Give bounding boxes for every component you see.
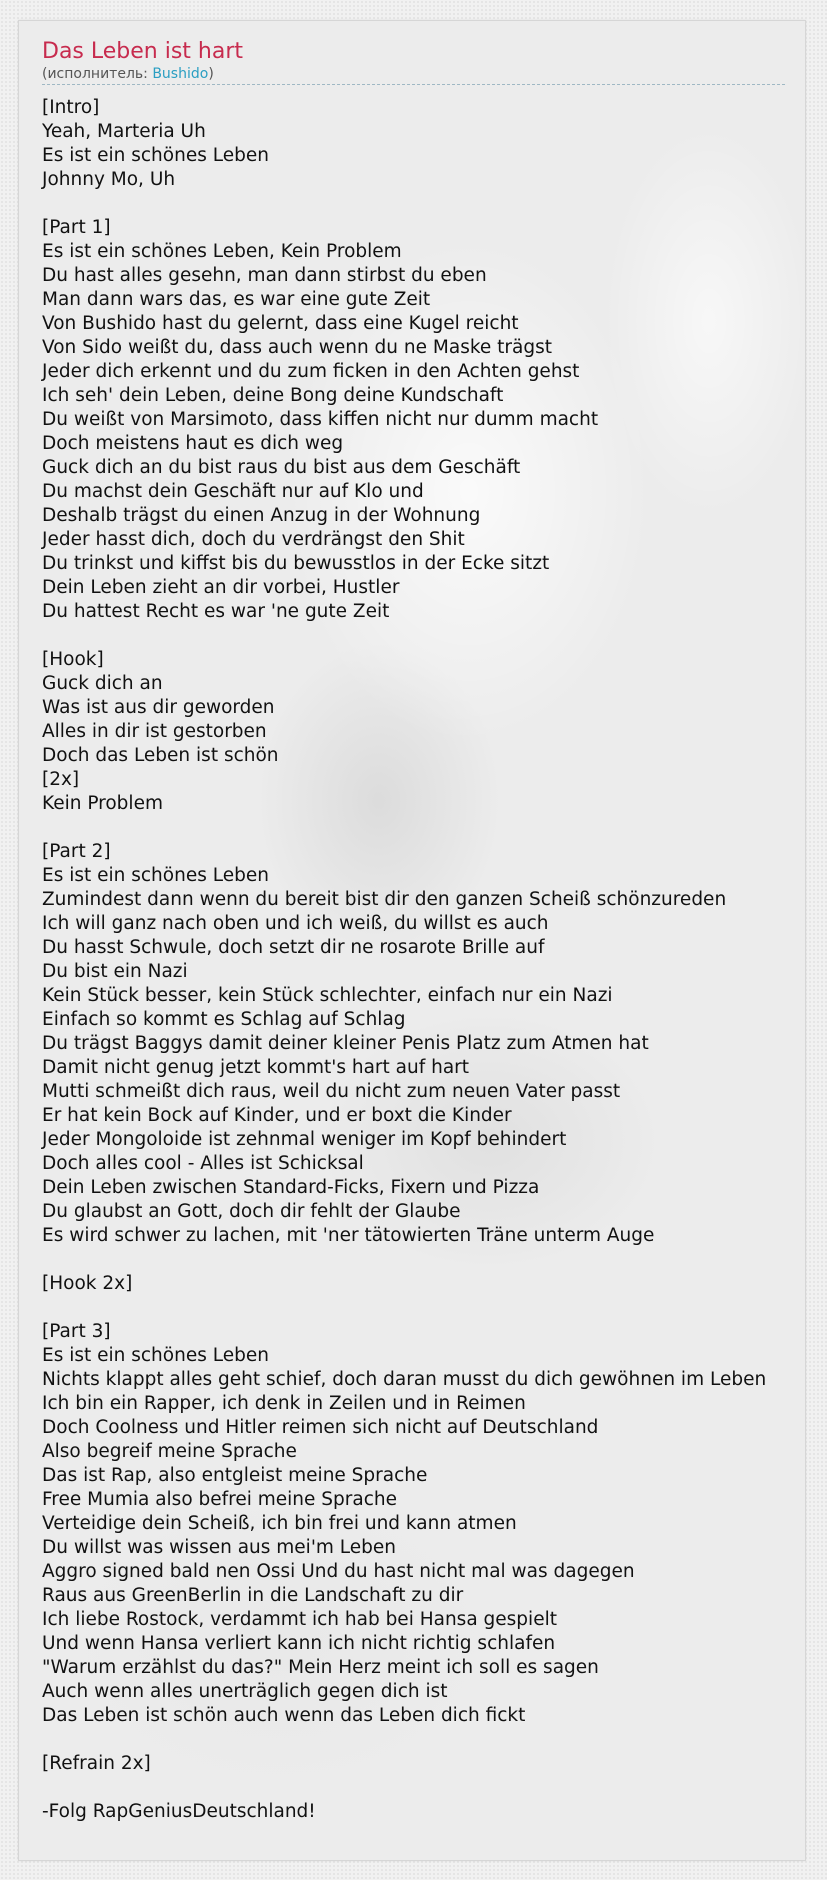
lyrics-line: [Part 1] (42, 217, 111, 238)
lyrics-line: Deshalb trägst du einen Anzug in der Wohnung (42, 505, 481, 526)
lyrics-line: Nichts klappt alles geht schief, doch daran musst du dich gewöhnen im Leben (42, 1369, 767, 1390)
lyrics-line: Doch Coolness und Hitler reimen sich nicht auf Deutschland (42, 1417, 599, 1438)
performer-suffix: ) (208, 66, 214, 82)
lyrics-line: Dein Leben zieht an dir vorbei, Hustler (42, 577, 400, 598)
artist-link[interactable]: Bushido (152, 66, 209, 82)
lyrics-line: Doch alles cool - Alles ist Schicksal (42, 1153, 364, 1174)
lyrics-line: Du trinkst und kiffst bis du bewusstlos in der Ecke sitzt (42, 553, 550, 574)
lyrics-line: Du weißt von Marsimoto, dass kiffen nicht nur dumm macht (42, 409, 599, 430)
lyrics-line: Von Sido weißt du, dass auch wenn du ne Maske trägst (42, 337, 552, 358)
lyrics-line: Ich bin ein Rapper, ich denk in Zeilen und in Reimen (42, 1393, 526, 1414)
lyrics-line: Doch meistens haut es dich weg (42, 433, 344, 454)
lyrics-blank-line (42, 1296, 807, 1320)
lyrics-line: Kein Problem (42, 793, 163, 814)
lyrics-line: [Hook] (42, 649, 104, 670)
lyrics-line: Von Bushido hast du gelernt, dass eine Kugel reicht (42, 313, 519, 334)
lyrics-line: Zumindest dann wenn du bereit bist dir den ganzen Scheiß schönzureden (42, 889, 727, 910)
lyrics-line: Du hasst Schwule, doch setzt dir ne rosarote Brille auf (42, 937, 545, 958)
lyrics-line: Dein Leben zwischen Standard-Ficks, Fixern und Pizza (42, 1177, 540, 1198)
lyrics-line: [Part 3] (42, 1321, 111, 1342)
lyrics-line: Einfach so kommt es Schlag auf Schlag (42, 1009, 406, 1030)
lyrics-line: Das Leben ist schön auch wenn das Leben dich fickt (42, 1705, 526, 1726)
lyrics-line: Was ist aus dir geworden (42, 697, 275, 718)
title-divider (42, 84, 785, 85)
lyrics-line: Du trägst Baggys damit deiner kleiner Penis Platz zum Atmen hat (42, 1033, 649, 1054)
lyrics-line: Es ist ein schönes Leben (42, 865, 269, 886)
lyrics-line: Also begreif meine Sprache (42, 1441, 297, 1462)
lyrics-line: Doch das Leben ist schön (42, 745, 279, 766)
performer-prefix: (исполнитель: (42, 66, 153, 82)
lyrics-blank-line (42, 1248, 807, 1272)
lyrics-line: -Folg RapGeniusDeutschland! (42, 1801, 316, 1822)
performer-line (42, 65, 807, 83)
lyrics-line: Du hast alles gesehn, man dann stirbst du eben (42, 265, 487, 286)
lyrics-line: Ich liebe Rostock, verdammt ich hab bei Hansa gespielt (42, 1609, 557, 1630)
lyrics-line: Es ist ein schönes Leben (42, 145, 269, 166)
lyrics-blank-line (42, 192, 807, 216)
lyrics-line: Auch wenn alles unerträglich gegen dich ist (42, 1681, 448, 1702)
lyrics-line: Du bist ein Nazi (42, 961, 188, 982)
lyrics-line: "Warum erzählst du das?" Mein Herz meint ich soll es sagen (42, 1657, 599, 1678)
lyrics-line: Ich seh' dein Leben, deine Bong deine Kundschaft (42, 385, 504, 406)
lyrics-text (42, 96, 807, 1824)
lyrics-line: Alles in dir ist gestorben (42, 721, 267, 742)
lyrics-blank-line (42, 1776, 807, 1800)
song-title: Das Leben ist hart (42, 39, 244, 64)
lyrics-line: Es ist ein schönes Leben (42, 1345, 269, 1366)
lyrics-line: Jeder dich erkennt und du zum ficken in den Achten gehst (42, 361, 580, 382)
lyrics-card-content (42, 39, 807, 1824)
lyrics-line: Kein Stück besser, kein Stück schlechter, einfach nur ein Nazi (42, 985, 613, 1006)
lyrics-line: Verteidige dein Scheiß, ich bin frei und kann atmen (42, 1513, 517, 1534)
lyrics-line: Er hat kein Bock auf Kinder, und er boxt die Kinder (42, 1105, 512, 1126)
lyrics-line: [Part 2] (42, 841, 111, 862)
lyrics-line: [2x] (42, 769, 80, 790)
lyrics-blank-line (42, 1728, 807, 1752)
lyrics-line: Man dann wars das, es war eine gute Zeit (42, 289, 431, 310)
lyrics-line: Ich will ganz nach oben und ich weiß, du willst es auch (42, 913, 549, 934)
lyrics-line: Damit nicht genug jetzt kommt's hart auf hart (42, 1057, 470, 1078)
lyrics-blank-line (42, 624, 807, 648)
lyrics-line: Jeder hasst dich, doch du verdrängst den Shit (42, 529, 465, 550)
lyrics-line: [Intro] (42, 97, 100, 118)
lyrics-line: Guck dich an (42, 673, 163, 694)
lyrics-line: Du willst was wissen aus mei'm Leben (42, 1537, 397, 1558)
lyrics-card (18, 20, 806, 1861)
lyrics-line: Es wird schwer zu lachen, mit 'ner tätowierten Träne unterm Auge (42, 1225, 655, 1246)
lyrics-line: Mutti schmeißt dich raus, weil du nicht zum neuen Vater passt (42, 1081, 621, 1102)
lyrics-line: Johnny Mo, Uh (42, 169, 176, 190)
lyrics-blank-line (42, 816, 807, 840)
lyrics-line: Du machst dein Geschäft nur auf Klo und (42, 481, 424, 502)
lyrics-line: Aggro signed bald nen Ossi Und du hast nicht mal was dagegen (42, 1561, 635, 1582)
lyrics-line: Du glaubst an Gott, doch dir fehlt der Glaube (42, 1201, 461, 1222)
lyrics-line: Guck dich an du bist raus du bist aus dem Geschäft (42, 457, 521, 478)
lyrics-line: Jeder Mongoloide ist zehnmal weniger im Kopf behindert (42, 1129, 567, 1150)
lyrics-line: Du hattest Recht es war 'ne gute Zeit (42, 601, 390, 622)
lyrics-line: Und wenn Hansa verliert kann ich nicht richtig schlafen (42, 1633, 556, 1654)
lyrics-line: Es ist ein schönes Leben, Kein Problem (42, 241, 402, 262)
lyrics-line: Free Mumia also befrei meine Sprache (42, 1489, 397, 1510)
lyrics-line: Das ist Rap, also entgleist meine Sprache (42, 1465, 428, 1486)
lyrics-line: [Refrain 2x] (42, 1753, 151, 1774)
lyrics-line: Yeah, Marteria Uh (42, 121, 206, 142)
lyrics-line: Raus aus GreenBerlin in die Landschaft zu dir (42, 1585, 464, 1606)
lyrics-line: [Hook 2x] (42, 1273, 133, 1294)
